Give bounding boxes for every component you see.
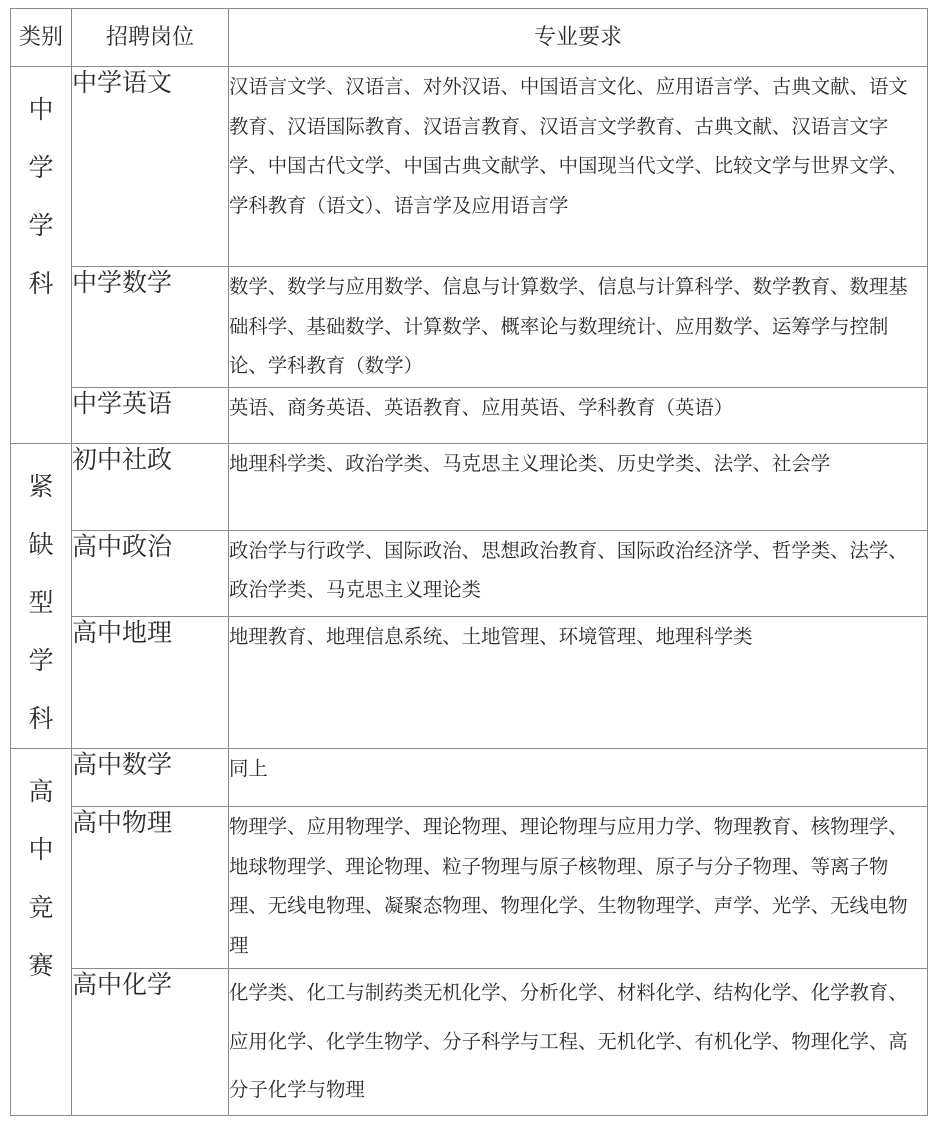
position-label: 中学数学	[72, 268, 173, 297]
position-label: 高中化学	[72, 970, 173, 999]
header-row	[11, 9, 928, 67]
majors-text: 数学、数学与应用数学、信息与计算数学、信息与计算科学、数学教育、数理基础科学、基础数学、计算数学、概率论与数理统计、应用数学、运筹学与控制论、学科教育（数学）	[229, 275, 908, 377]
category-label: 中学学科	[28, 95, 54, 298]
table-row	[11, 969, 928, 1116]
position-cell	[72, 267, 229, 388]
majors-text: 地理科学类、政治学类、马克思主义理论类、历史学类、法学、社会学	[229, 452, 831, 475]
category-label: 紧缺型学科	[28, 472, 54, 733]
position-label: 高中数学	[72, 750, 173, 779]
majors-cell	[229, 67, 928, 267]
position-cell	[72, 444, 229, 531]
table-row	[11, 530, 928, 616]
category-cell	[11, 67, 72, 444]
majors-cell	[229, 969, 928, 1116]
table-row	[11, 67, 928, 267]
position-cell	[72, 616, 229, 748]
category-label: 高中竞赛	[28, 777, 54, 980]
category-cell	[11, 444, 72, 749]
majors-cell	[229, 749, 928, 807]
table-row	[11, 444, 928, 531]
majors-text: 地理教育、地理信息系统、土地管理、环境管理、地理科学类	[229, 624, 753, 648]
position-label: 中学语文	[72, 68, 173, 97]
position-cell	[72, 388, 229, 444]
recruitment-table	[10, 8, 928, 1116]
position-cell	[72, 969, 229, 1116]
majors-text: 化学类、化工与制药类无机化学、分析化学、材料化学、结构化学、化学教育、应用化学、化学生物学、分子科学与工程、无机化学、有机化学、物理化学、高分子化学与物理	[229, 981, 908, 1101]
category-cell	[11, 749, 72, 1116]
header-position: 招聘岗位	[72, 9, 229, 67]
majors-cell	[229, 444, 928, 531]
majors-cell	[229, 388, 928, 444]
table-row	[11, 807, 928, 969]
majors-text: 政治学与行政学、国际政治、思想政治教育、国际政治经济学、哲学类、法学、政治学类、马克思主义理论类	[229, 538, 908, 602]
majors-cell	[229, 616, 928, 748]
position-cell	[72, 749, 229, 807]
majors-text: 同上	[229, 757, 268, 780]
majors-text: 英语、商务英语、英语教育、应用英语、学科教育（英语）	[229, 396, 734, 419]
table-row	[11, 388, 928, 444]
position-label: 高中物理	[72, 808, 173, 837]
position-cell	[72, 807, 229, 969]
header-requirement: 专业要求	[229, 9, 928, 67]
majors-text: 汉语言文学、汉语言、对外汉语、中国语言文化、应用语言学、古典文献、语文教育、汉语国际教育、汉语言教育、汉语言文学教育、古典文献、汉语言文字学、中国古代文学、中国古典文献学、中国现当代文学、比较文学与世界文学、学科教育（语文）、语言学及应用语言学	[229, 75, 908, 217]
position-label: 高中政治	[72, 531, 173, 561]
header-category: 类别	[11, 9, 72, 67]
majors-cell	[229, 807, 928, 969]
position-label: 高中地理	[72, 617, 173, 647]
position-cell	[72, 67, 229, 267]
majors-text: 物理学、应用物理学、理论物理、理论物理与应用力学、物理教育、核物理学、地球物理学、理论物理、粒子物理与原子核物理、原子与分子物理、等离子物理、无线电物理、凝聚态物理、物理化学、生物物理学、声学、光学、无线电物理	[229, 815, 908, 957]
position-cell	[72, 530, 229, 616]
table-row	[11, 749, 928, 807]
majors-cell	[229, 267, 928, 388]
table-row	[11, 267, 928, 388]
position-label: 中学英语	[72, 389, 173, 418]
position-label: 初中社政	[72, 445, 173, 474]
majors-cell	[229, 530, 928, 616]
table-row	[11, 616, 928, 748]
